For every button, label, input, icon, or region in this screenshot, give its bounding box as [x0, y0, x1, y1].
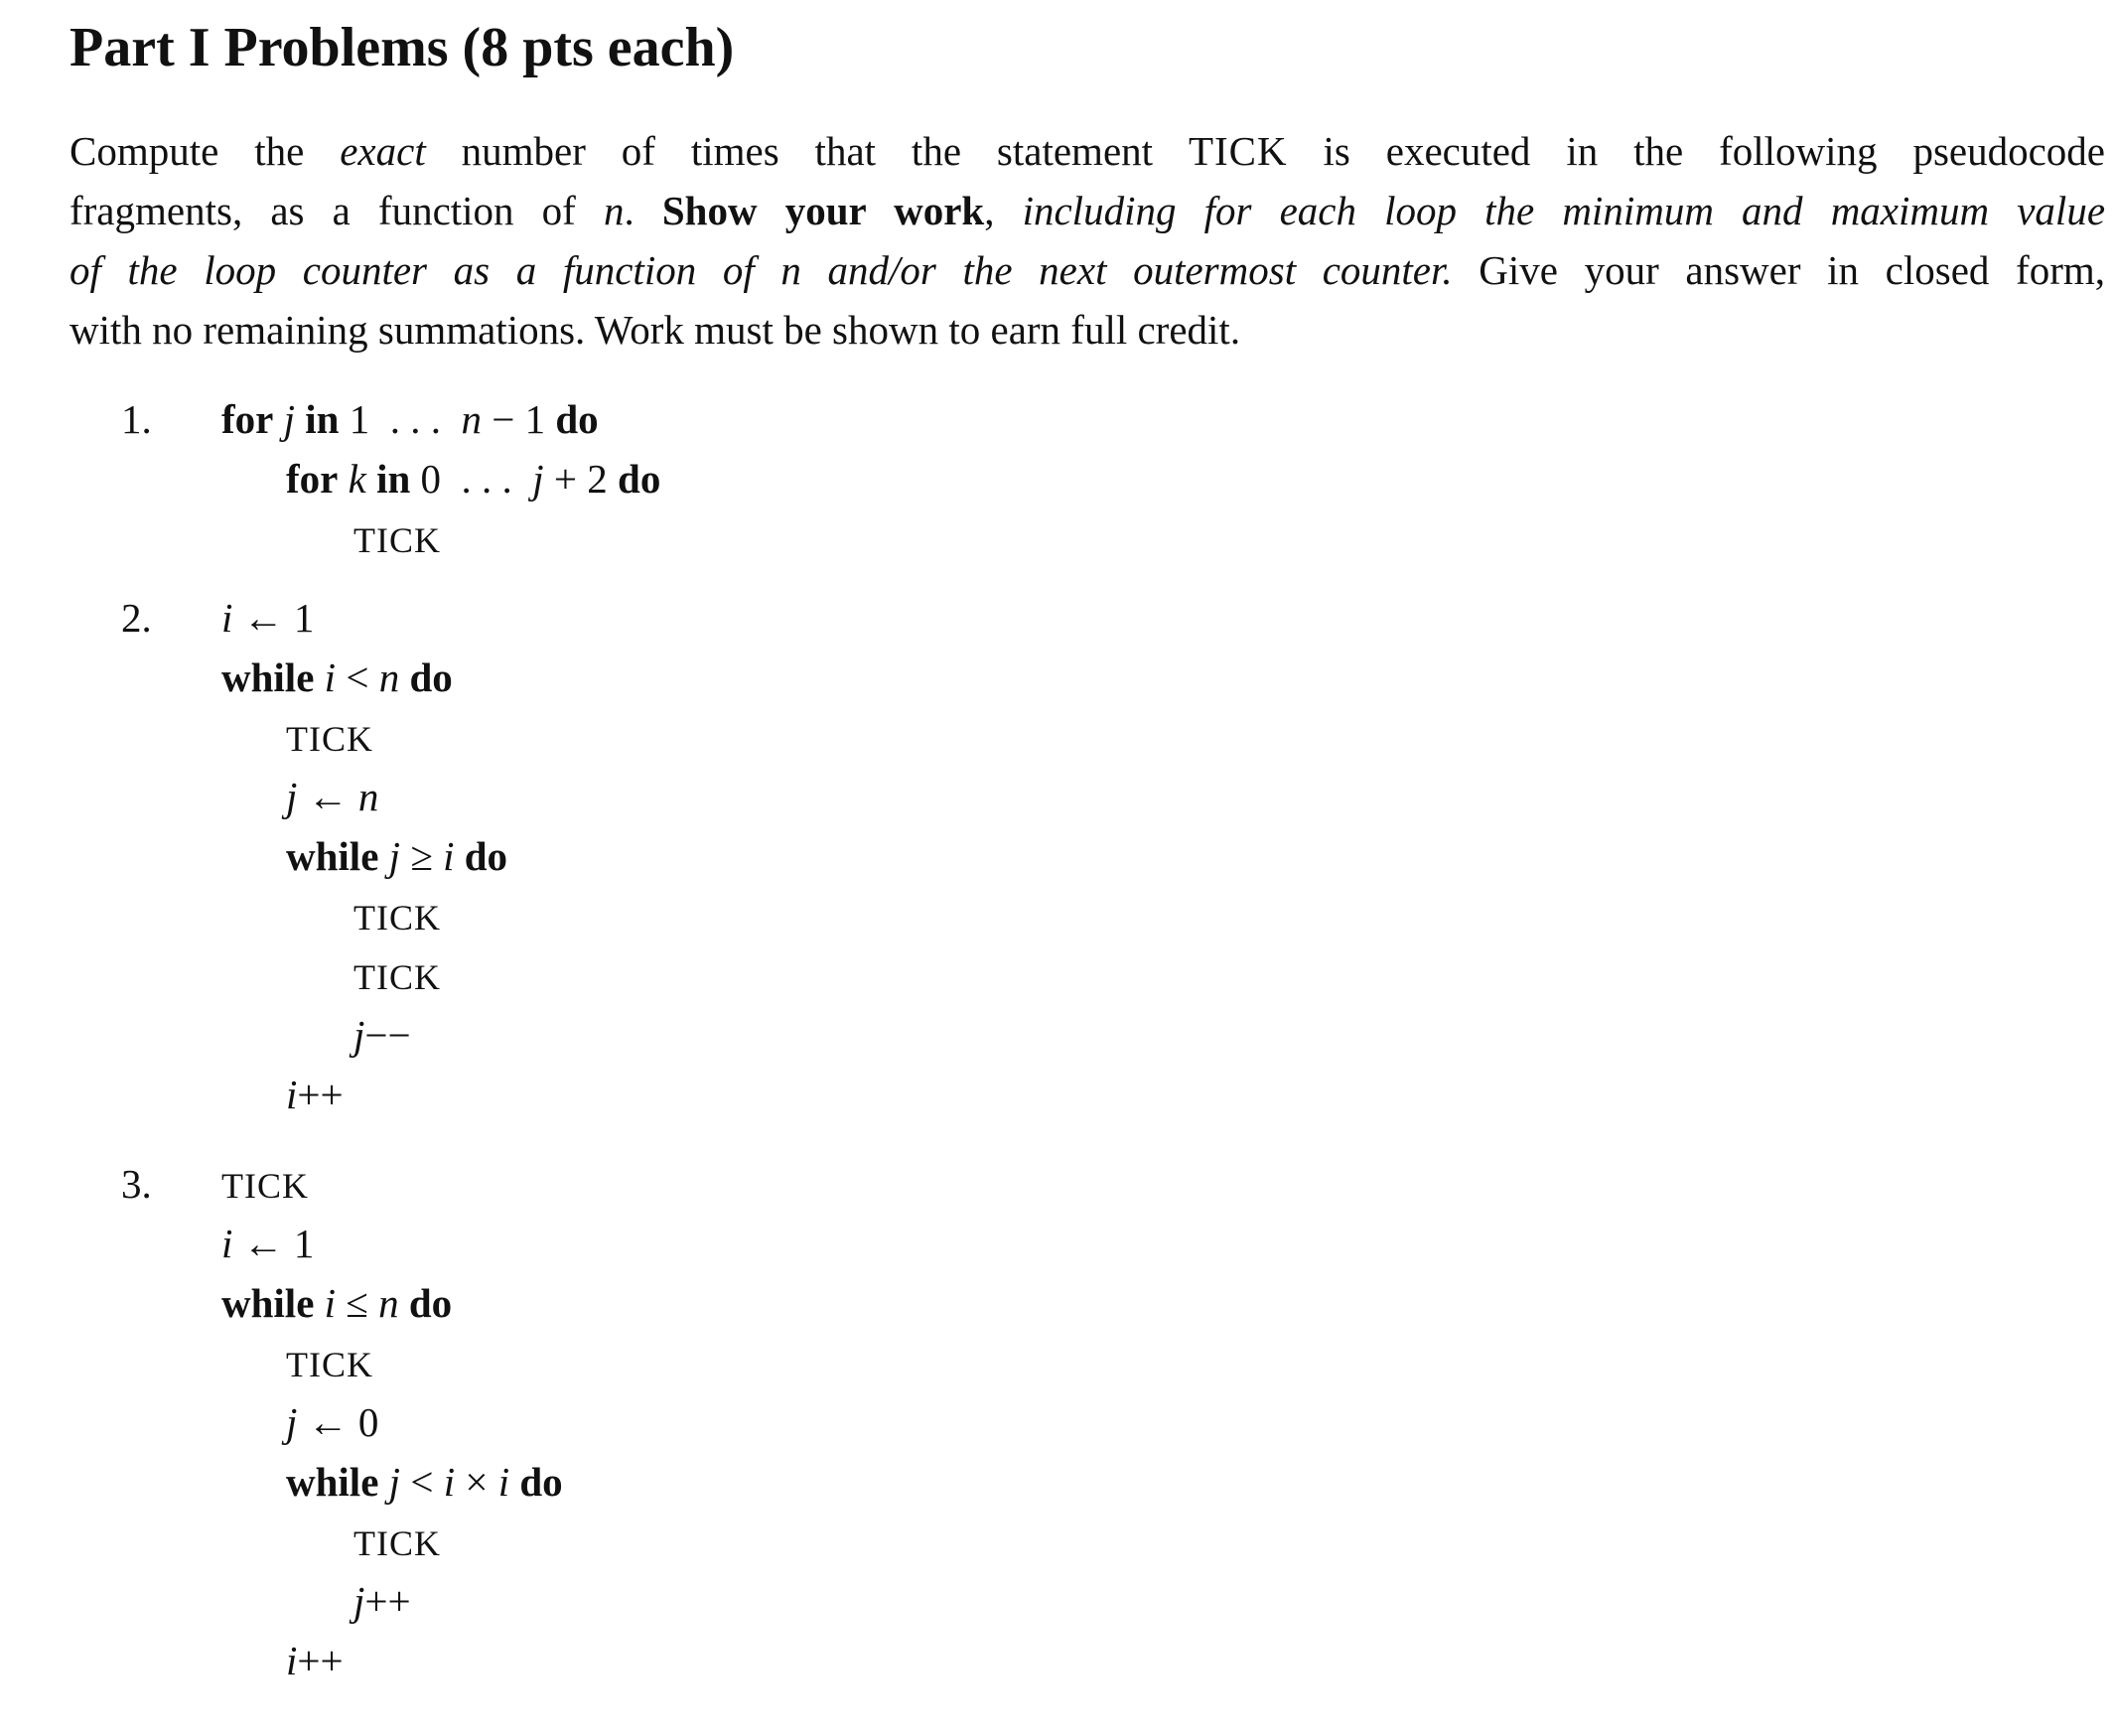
tick-statement: TICK	[353, 520, 441, 560]
code-line: j ← 0	[286, 1399, 379, 1445]
instructions-line-4: with no remaining summations. Work must be shown to earn full credit.	[70, 307, 1241, 353]
code-line: i++	[286, 1072, 344, 1117]
tick-statement: TICK	[353, 898, 441, 938]
code-line: for k in 0 . . . j + 2 do	[286, 456, 661, 502]
code-line: while i < n do	[221, 654, 453, 700]
code-line: j++	[353, 1578, 411, 1624]
problem-number: 3.	[121, 1161, 152, 1207]
code-line: i++	[286, 1638, 344, 1683]
code-line: j−−	[353, 1012, 411, 1058]
instructions-paragraph	[70, 121, 2105, 360]
code-line: i ← 1	[221, 595, 315, 641]
show-work-emphasis: Show your work	[661, 188, 985, 233]
code-line: j ← n	[286, 774, 379, 819]
code-line: i ← 1	[221, 1221, 315, 1266]
instructions-line-3: of the loop counter as a function of n and/or the next outermost counter. Give your answer in closed form,	[70, 247, 2105, 293]
tick-statement: TICK	[353, 1523, 441, 1563]
code-line: while j < i × i do	[286, 1459, 563, 1505]
code-line: while j ≥ i do	[286, 833, 508, 879]
instructions-line-2: fragments, as a function of n. Show your work, including for each loop the minimum and maximum value	[70, 188, 2106, 233]
problem-number: 2.	[121, 595, 152, 641]
section-heading: Part I Problems (8 pts each)	[70, 17, 735, 78]
tick-keyword: TICK	[1188, 128, 1288, 174]
tick-statement: TICK	[221, 1166, 309, 1206]
instructions-line-1: Compute the exact number of times that the statement TICK is executed in the following pseudocode	[70, 128, 2105, 174]
tick-statement: TICK	[286, 1345, 373, 1384]
code-line: for j in 1 . . . n − 1 do	[221, 396, 599, 442]
tick-statement: TICK	[286, 719, 373, 759]
code-line: while i ≤ n do	[221, 1280, 453, 1326]
tick-statement: TICK	[353, 957, 441, 997]
problem-number: 1.	[121, 396, 152, 442]
